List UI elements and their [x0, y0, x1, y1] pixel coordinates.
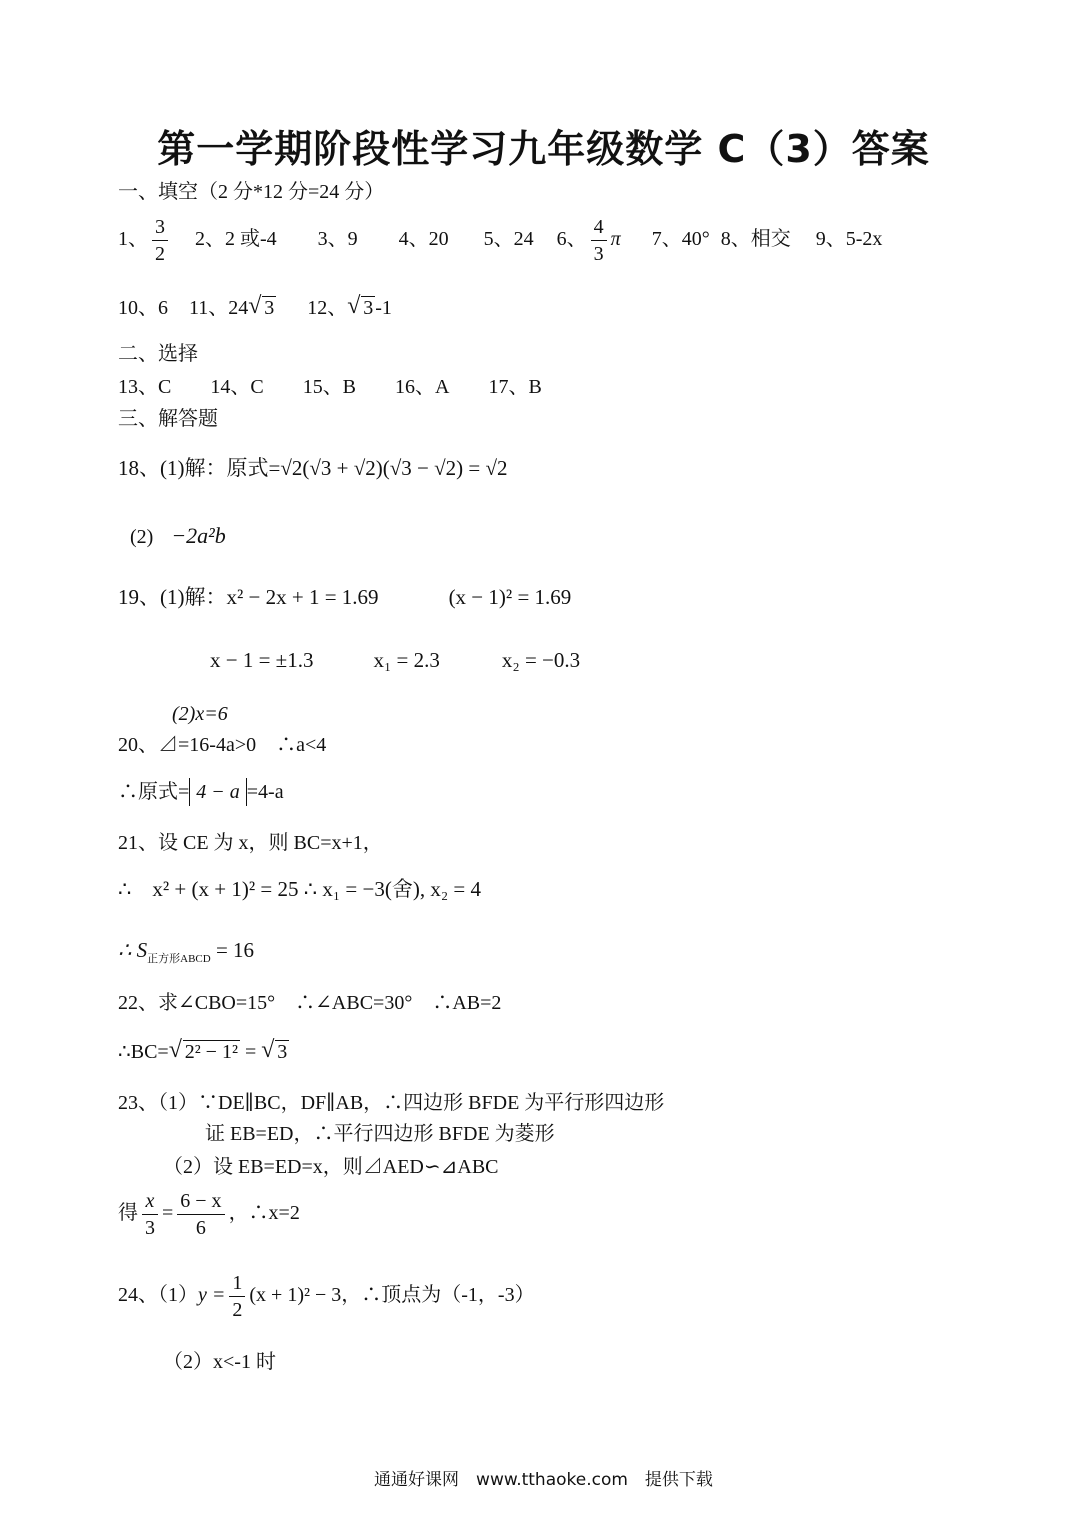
q24-line2: （2）x<-1 时 — [163, 1351, 276, 1373]
q23-equals: = — [162, 1202, 174, 1225]
q6-denominator: 3 — [593, 243, 604, 265]
q23-fraction-right — [177, 1188, 224, 1241]
q21-line1: 21、设 CE 为 x，则 BC=x+1， — [118, 832, 383, 854]
q12-suffix: -1 — [375, 297, 392, 319]
q18-part2-label: (2) — [130, 526, 154, 548]
q20-result: =4-a — [246, 781, 284, 803]
q1-label: 1、 — [118, 228, 148, 251]
q1-denominator: 2 — [155, 243, 165, 265]
q22-sqrt-expression: √ 2² − 1² — [168, 1037, 238, 1063]
q2-answer: 2、2 或-4 — [195, 228, 277, 251]
q22-result-sqrt: √ 3 — [261, 1037, 288, 1063]
q21-area-subscript: 正方形ABCD — [147, 953, 211, 966]
q19-part1-line2 — [210, 650, 580, 671]
q18-part1: 18、(1)解：原式=√2(√3 + √2)(√3 − √2) = √2 — [118, 456, 508, 480]
answers-row-2 — [118, 293, 392, 319]
q6-pi: π — [610, 228, 621, 251]
q24-line1 — [118, 1270, 535, 1323]
q23-right-denominator: 6 — [195, 1217, 206, 1239]
q9-answer: 9、5-2x — [815, 228, 883, 251]
q23-line4 — [118, 1188, 300, 1241]
q24-fraction — [229, 1270, 245, 1323]
q21-line2: ∴ x² + (x + 1)² = 25 ∴ x₁ = −3(舍), x₂ = 4 — [118, 877, 481, 901]
q21-area-result: = 16 — [210, 938, 255, 962]
q22-line1: 22、求∠CBO=15° ∴∠ABC=30° ∴AB=2 — [118, 992, 502, 1014]
section2-heading: 二、选择 — [118, 343, 198, 365]
q10-answer: 10、6 — [118, 297, 168, 319]
q23-result: ，∴x=2 — [228, 1202, 300, 1225]
q7-answer: 7、40° — [651, 228, 710, 251]
q11-radicand: 3 — [264, 297, 275, 319]
q23-line2: 证 EB=ED，∴平行四边形 BFDE 为菱形 — [205, 1123, 555, 1145]
q12-sqrt: √ 3 — [347, 293, 374, 319]
q24-denominator: 2 — [232, 1299, 243, 1321]
section1-heading: 一、填空（2 分*12 分=24 分） — [118, 181, 385, 203]
q18-part2 — [130, 525, 226, 547]
q1-fraction — [152, 214, 168, 267]
q22-line2 — [118, 1037, 289, 1063]
q19-root1: x₁ = 2.3 — [373, 648, 440, 672]
q14-answer: 14、C — [210, 376, 264, 398]
q11-sqrt: √ 3 — [248, 293, 275, 319]
q19-eq2: (x − 1)² = 1.69 — [448, 585, 572, 609]
q24-prefix: 24、（1） — [118, 1284, 198, 1307]
q6-label: 6、 — [556, 228, 587, 251]
q23-left-denominator: 3 — [145, 1217, 155, 1239]
q24-y: y = — [198, 1284, 226, 1307]
q20-absolute-value: 4 − a — [189, 778, 247, 806]
q22-result: 3 — [277, 1041, 288, 1063]
q16-answer: 16、A — [395, 376, 450, 398]
q19-part1-line1 — [118, 587, 571, 608]
q23-left-numerator: x — [142, 1188, 158, 1215]
q15-answer: 15、B — [302, 376, 357, 398]
q21-area-symbol: ∴ S — [118, 938, 148, 962]
q8-answer: 8、相交 — [720, 228, 791, 251]
page-title: 第一学期阶段性学习九年级数学 C（3）答案 — [157, 127, 930, 171]
q18-part2-answer: −2a²b — [171, 523, 226, 548]
q22-equals: = — [239, 1041, 262, 1063]
answers-row-1 — [118, 214, 882, 267]
choice-answers — [118, 377, 542, 397]
q20-line2 — [118, 778, 284, 806]
q23-line1: 23、（1）∵DE∥BC，DF∥AB，∴四边形 BFDE 为平行形四边形 — [118, 1092, 665, 1114]
q12-radicand: 3 — [363, 297, 374, 319]
q21-line3 — [118, 940, 254, 965]
q17-answer: 17、B — [488, 376, 542, 398]
q4-answer: 4、20 — [398, 228, 449, 251]
q22-prefix: ∴BC= — [118, 1041, 169, 1063]
q3-answer: 3、9 — [317, 228, 358, 251]
q20-line1: 20、⊿=16-4a>0 ∴a<4 — [118, 734, 327, 756]
q24-expression: (x + 1)² − 3，∴顶点为（-1，-3） — [249, 1284, 535, 1307]
q24-numerator: 1 — [229, 1270, 245, 1297]
q5-answer: 5、24 — [483, 228, 534, 251]
q19-eq3: x − 1 = ±1.3 — [210, 648, 314, 672]
q22-radicand: 2² − 1² — [184, 1041, 238, 1063]
q19-root2: x₂ = −0.3 — [501, 648, 581, 672]
q23-line3: （2）设 EB=ED=x，则⊿AED∽⊿ABC — [163, 1156, 499, 1178]
q13-answer: 13、C — [118, 376, 172, 398]
q23-fraction-left — [142, 1188, 158, 1241]
q11-label: 11、24 — [189, 297, 249, 319]
q23-prefix: 得 — [118, 1202, 138, 1225]
q19-eq1: 19、(1)解：x² − 2x + 1 = 1.69 — [118, 585, 379, 609]
footer-credit: 通通好课网 www.tthaoke.com 提供下载 — [374, 1470, 713, 1490]
q6-numerator: 4 — [591, 214, 607, 241]
section3-heading: 三、解答题 — [118, 408, 218, 430]
q19-part2: (2)x=6 — [172, 703, 228, 725]
q1-numerator: 3 — [152, 214, 168, 241]
q23-right-numerator: 6 − x — [177, 1188, 224, 1215]
q12-label: 12、 — [307, 297, 348, 319]
q6-fraction — [591, 214, 607, 267]
q20-prefix: ∴原式= — [118, 781, 190, 803]
